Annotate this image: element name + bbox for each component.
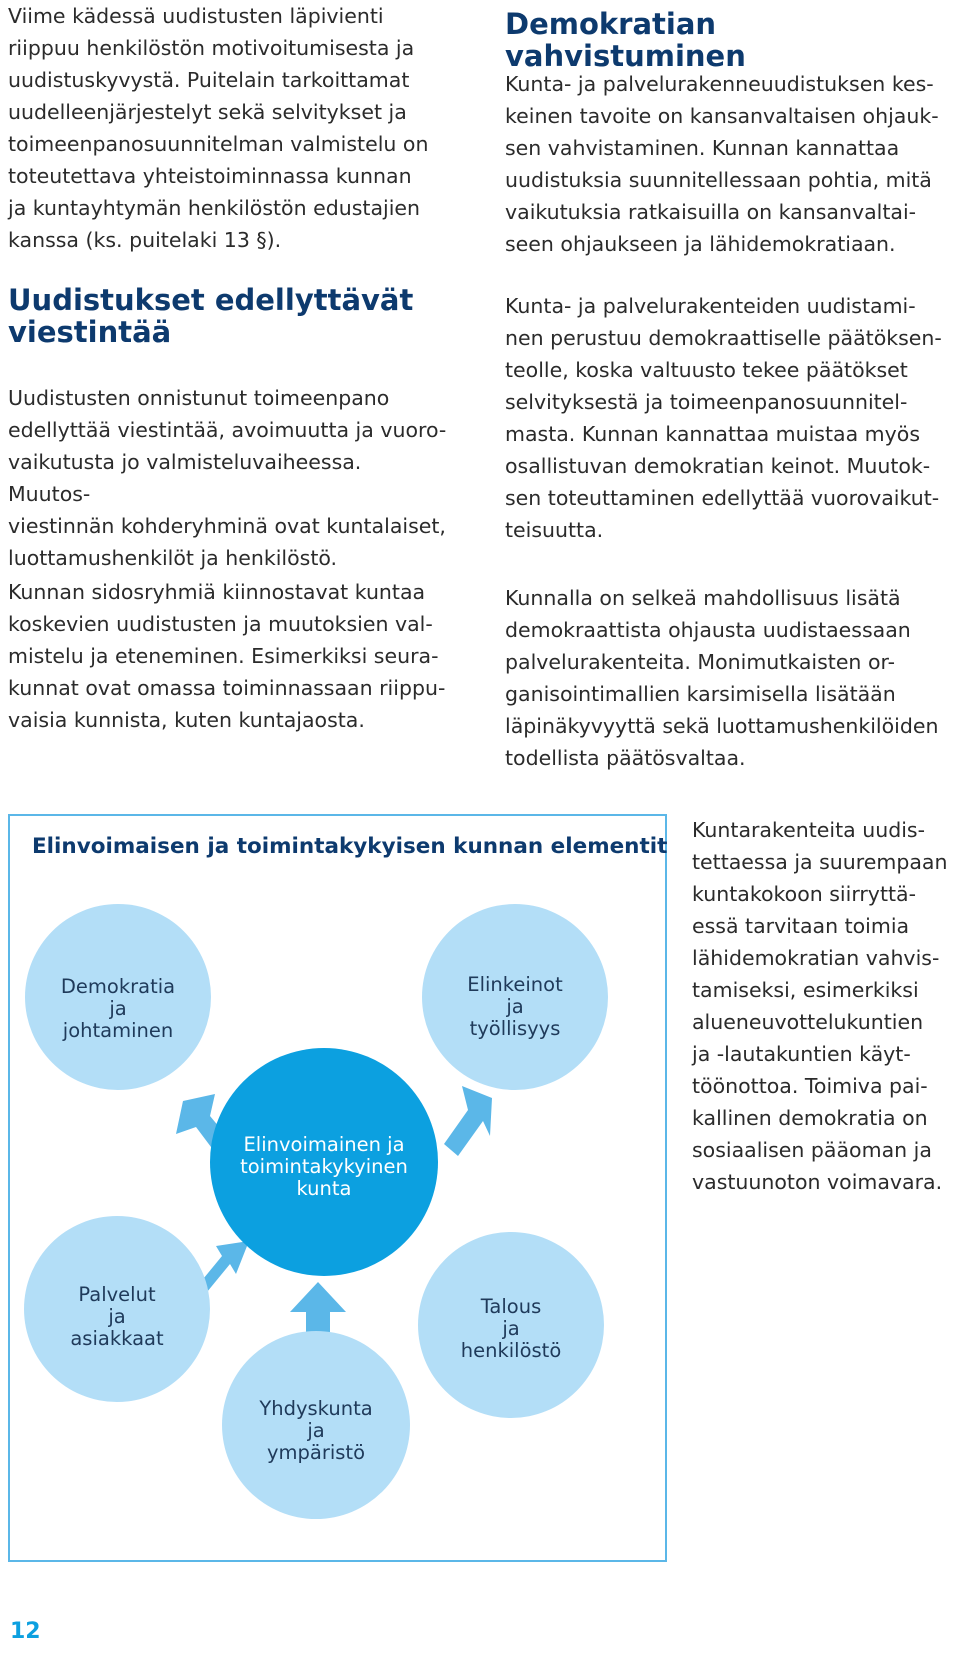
node-center-label: Elinvoimainen ja toimintakykyinen kunta xyxy=(240,1133,408,1200)
node-democracy-label: Demokratia ja johtaminen xyxy=(60,975,176,1042)
communication-paragraph-2: Kunnan sidosryhmiä kiinnostavat kuntaa koskevien uudistusten ja muutoksien val- mistelu ja eteneminen. Esimerkiksi seura- kunnat ovat omassa toiminnassaan riippu- vaisia kunnista, kuten kuntajaosta. xyxy=(8,580,446,732)
node-community-label: Yhdyskunta ja ympäristö xyxy=(259,1397,373,1464)
page-number: 12 xyxy=(10,1619,41,1644)
node-business-label: Elinkeinot ja työllisyys xyxy=(467,973,563,1040)
democracy-paragraph-1: Kunta- ja palvelurakenneuudistuksen kes- keinen tavoite on kansanvaltaisen ohjauk- sen vahvistaminen. Kunnan kannattaa uudistuksia suunnitellessaan pohtia, mitä vaikutuksia ratkaisuilla on kansanvaltai- seen ohjaukseen ja lähidemokratiaan. xyxy=(505,72,939,256)
democracy-paragraph-3: Kunnalla on selkeä mahdollisuus lisätä demokraattista ohjausta uudistaessaan palvelurakenteita. Monimutkaisten or- ganisointimallien karsimisella lisätään läpinäkyvyyttä sekä luottamushenkilöiden todellista päätösvaltaa. xyxy=(505,586,939,770)
node-services-label: Palvelut ja asiakkaat xyxy=(70,1283,164,1350)
elements-diagram xyxy=(8,814,667,1562)
communication-paragraph-1: Uudistusten onnistunut toimeenpano edellyttää viestintää, avoimuutta ja vuoro- vaikutusta jo valmisteluvaiheessa. Muutos- viestinnän kohderyhminä ovat kuntalaiset, luottamushenkilöt ja henkilöstö. xyxy=(8,386,447,570)
arrow-business xyxy=(444,1086,492,1156)
communication-heading: Uudistukset edellyttävät viestintää xyxy=(8,283,414,349)
node-economy-label: Talous ja henkilöstö xyxy=(460,1295,562,1362)
intro-paragraph: Viime kädessä uudistusten läpivienti riippuu henkilöstön motivoitumisesta ja uudistuskyvystä. Puitelain tarkoittamat uudelleenjärjestelyt sekä selvitykset ja toimeenpanosuunnitelman valmistelu on toteutettava yhteistoiminnassa kunnan ja kuntayhtymän henkilöstön edustajien kanssa (ks. puitelaki 13 §). xyxy=(8,4,429,252)
democracy-heading: Demokratian vahvistuminen xyxy=(505,7,746,73)
democracy-paragraph-2: Kunta- ja palvelurakenteiden uudistami- nen perustuu demokraattiselle päätöksen- teolle, koska valtuusto tekee päätökset selvityksestä ja toimeenpanosuunnitel- masta. Kunnan kannattaa muistaa myös osallistuvan demokratian keinot. Muutok- sen toteuttaminen edellyttää vuorovaikut- teisuutta. xyxy=(505,294,942,542)
diagram-title: Elinvoimaisen ja toimintakykyisen kunnan elementit xyxy=(32,834,668,859)
local-democracy-paragraph: Kuntarakenteita uudis- tettaessa ja suurempaan kuntakokoon siirryttä- essä tarvitaan toimia lähidemokratian vahvis- tamiseksi, esimerkiksi alueneuvottelukuntien ja -lautakuntien käyt- töönottoa. Toimiva pai- kallinen demokratia on sosiaalisen pääoman ja vastuunoton voimavara. xyxy=(692,818,948,1194)
